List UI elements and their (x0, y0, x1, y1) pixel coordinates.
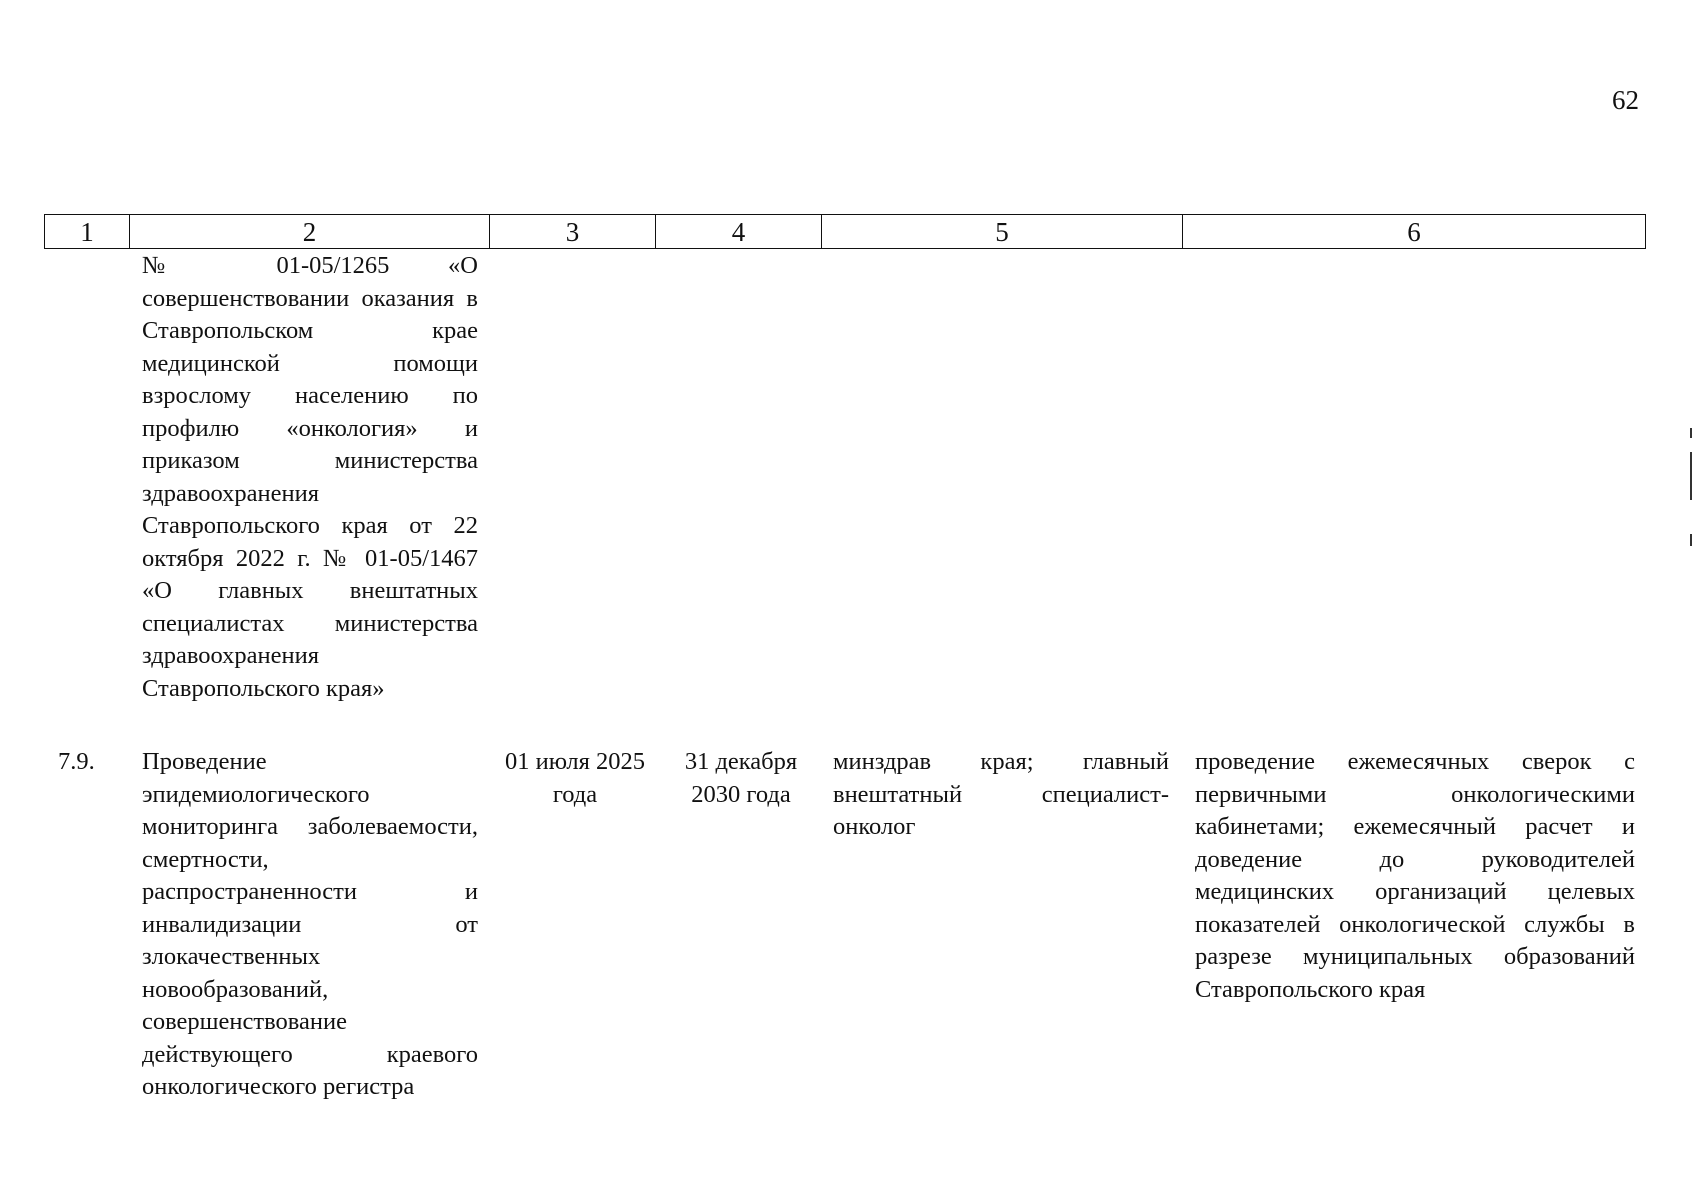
row-number: 7.9. (58, 748, 95, 775)
column-number-6: 6 (1183, 215, 1646, 249)
column-number-3: 3 (490, 215, 656, 249)
table-header-row (45, 215, 1646, 249)
column-number-1: 1 (45, 215, 130, 249)
responsible-executors: минздрав края; главный внештатный специалист-онколог (833, 748, 1169, 840)
start-date: 01 июля 2025 года (504, 748, 646, 808)
scan-edge-mark (1690, 428, 1692, 438)
page-number: 62 (1612, 85, 1639, 115)
end-date: 31 декабря 2030 года (684, 748, 798, 808)
activity-name: Проведение эпидемиологического мониторинга заболеваемости, смертности, распространенности и инвалидизации от злокачественных новообразований, совершенствование действующего краевого онкологического регистра (142, 748, 478, 1100)
continuation-text: № 01-05/1265 «О совершенствовании оказания в Ставропольском крае медицинской помощи взрослому населению по профилю «онкология» и приказом министерства здравоохранения Ставропольского края от 22 октября 2022 г. № 01-05/1467 «О главных внештатных специалистах министерства здравоохранения Ставропольского края» (142, 252, 478, 702)
table-header (44, 214, 1646, 249)
scan-edge-mark (1690, 534, 1692, 546)
column-number-5: 5 (822, 215, 1183, 249)
expected-result: проведение ежемесячных сверок с первичными онкологическими кабинетами; ежемесячный расчет и доведение до руководителей медицинских организаций целевых показателей онкологической службы в разрезе муниципальных образований Ставропольского края (1195, 748, 1635, 1003)
scan-edge-mark (1690, 452, 1692, 500)
column-number-2: 2 (130, 215, 490, 249)
column-number-4: 4 (656, 215, 822, 249)
